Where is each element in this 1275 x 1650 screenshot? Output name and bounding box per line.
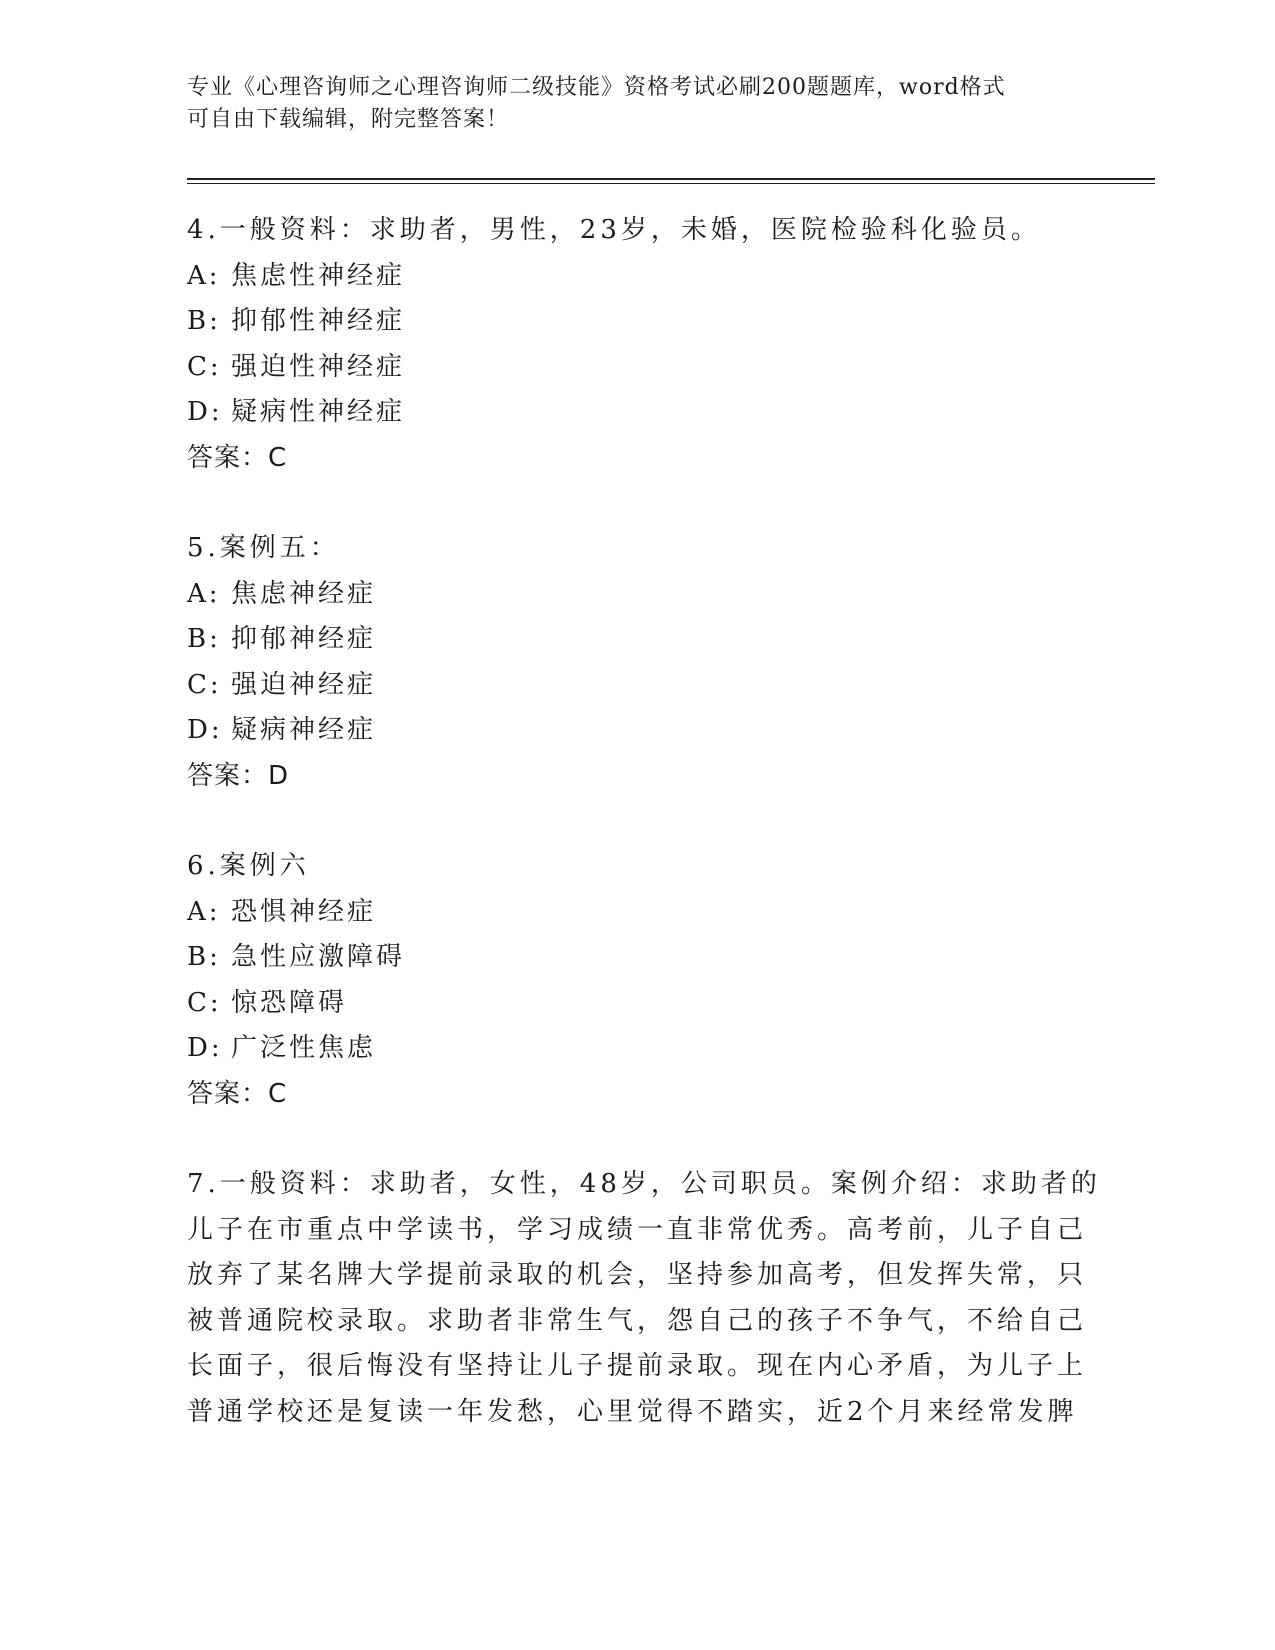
option-key: C: xyxy=(187,987,222,1018)
question-7-line: 普通学校还是复读一年发愁，心里觉得不踏实，近2个月来经常发脾 xyxy=(187,1396,1078,1427)
question-stem: 4.一般资料：求助者，男性，23岁，未婚，医院检验科化验员。 xyxy=(187,215,1041,245)
question-stem: 6.案例六 xyxy=(187,851,310,881)
option-text: 焦虑性神经症 xyxy=(231,260,406,291)
header-divider-thick xyxy=(187,178,1155,180)
option-b xyxy=(187,299,1067,345)
question-7-line: 被普通院校录取。求助者非常生气，怨自己的孩子不争气，不给自己 xyxy=(187,1305,1088,1336)
option-key: A: xyxy=(187,578,221,609)
document-header xyxy=(187,72,1067,136)
option-c xyxy=(187,663,1067,709)
question-list xyxy=(187,208,1101,1480)
answer-line: 答案：C xyxy=(187,1078,288,1109)
option-b xyxy=(187,935,1067,981)
question-7-line: 长面子，很后悔没有坚持让儿子提前录取。现在内心矛盾，为儿子上 xyxy=(187,1351,1088,1381)
option-key: A: xyxy=(187,260,221,291)
question-stem: 5.案例五： xyxy=(187,533,340,563)
option-a xyxy=(187,890,1067,936)
option-a xyxy=(187,254,1067,300)
option-key: C: xyxy=(187,669,222,700)
option-key: B: xyxy=(187,942,221,972)
option-c xyxy=(187,345,1067,391)
header-line-2: 可自由下载编辑，附完整答案！ xyxy=(187,107,510,132)
option-key: D: xyxy=(187,715,223,745)
option-text: 强迫神经症 xyxy=(231,669,377,700)
option-text: 强迫性神经症 xyxy=(231,351,406,382)
option-text: 恐惧神经症 xyxy=(231,896,377,927)
question-5 xyxy=(187,526,1067,799)
option-d xyxy=(187,390,1067,436)
question-7 xyxy=(187,1162,1101,1435)
option-text: 抑郁神经症 xyxy=(231,624,377,654)
question-7-line: 7.一般资料：求助者，女性，48岁，公司职员。案例介绍：求助者的 xyxy=(187,1169,1101,1199)
option-text: 抑郁性神经症 xyxy=(231,306,406,336)
option-d xyxy=(187,708,1067,754)
header-divider-thin xyxy=(187,183,1155,184)
option-d xyxy=(187,1026,1067,1072)
option-key: B: xyxy=(187,306,221,336)
option-text: 疑病性神经症 xyxy=(231,397,406,427)
question-4 xyxy=(187,208,1067,481)
option-key: B: xyxy=(187,624,221,654)
question-7-line: 放弃了某名牌大学提前录取的机会，坚持参加高考，但发挥失常，只 xyxy=(187,1260,1088,1290)
option-text: 广泛性焦虑 xyxy=(231,1033,377,1063)
option-key: D: xyxy=(187,397,223,427)
option-text: 惊恐障碍 xyxy=(231,987,348,1018)
answer-line: 答案：C xyxy=(187,442,288,473)
option-text: 急性应激障碍 xyxy=(231,942,406,972)
question-6 xyxy=(187,844,1067,1117)
option-text: 疑病神经症 xyxy=(231,715,377,745)
header-line-1: 专业《心理咨询师之心理咨询师二级技能》资格考试必刷200题题库，word格式 xyxy=(187,75,1006,100)
option-key: D: xyxy=(187,1033,223,1063)
answer-line: 答案：D xyxy=(187,760,290,791)
option-key: A: xyxy=(187,896,221,927)
question-7-line: 儿子在市重点中学读书，学习成绩一直非常优秀。高考前，儿子自己 xyxy=(187,1214,1088,1245)
option-a xyxy=(187,572,1067,618)
option-c xyxy=(187,981,1067,1027)
option-b xyxy=(187,617,1067,663)
option-text: 焦虑神经症 xyxy=(231,578,377,609)
option-key: C: xyxy=(187,351,222,382)
